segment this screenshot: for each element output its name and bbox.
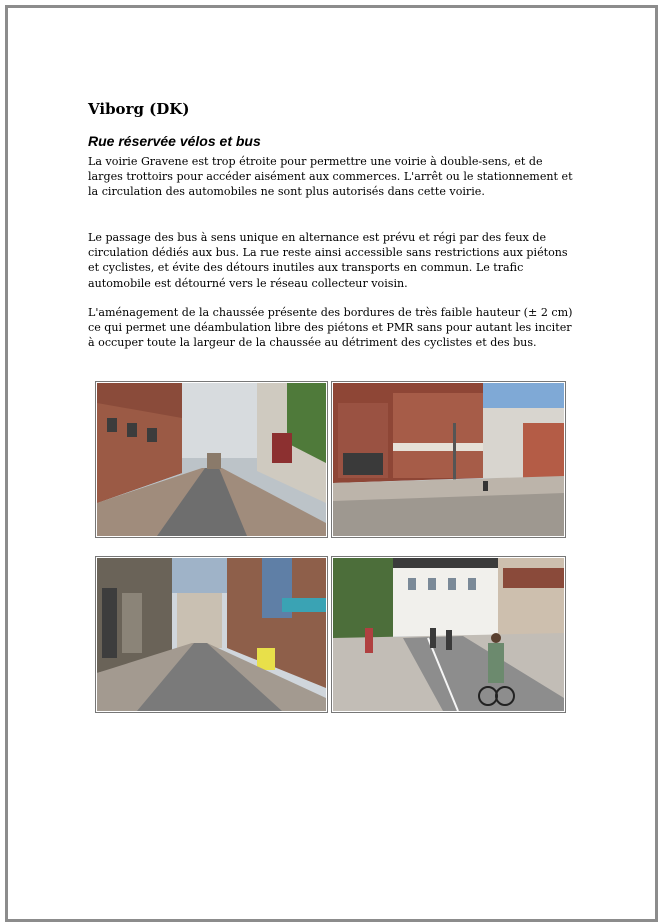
street-photo-4 xyxy=(331,556,566,713)
document-subtitle: Rue réservée vélos et bus xyxy=(88,133,261,149)
paragraph-2: Le passage des bus à sens unique en alternance est prévu et régi par des feux de circulation dédiés aux bus. La rue reste ainsi accessible sans restrictions aux piétons et cyclistes, et évite des détours inutiles aux transports en commun. Le trafic automobile est détourné vers le réseau collecteur voisin. xyxy=(88,231,568,290)
street-photo-1 xyxy=(95,381,328,538)
street-photo-2 xyxy=(331,381,566,538)
paragraph-3: L'aménagement de la chaussée présente des bordures de très faible hauteur (± 2 cm) ce qui permet une déambulation libre des piétons et PMR sans pour autant les inciter à occuper toute la largeur de la chaussée au détriment des cyclistes et des bus. xyxy=(88,306,573,350)
street-photo-3 xyxy=(95,556,328,713)
paragraph-1: La voirie Gravene est trop étroite pour permettre une voirie à double-sens, et de larges trottoirs pour accéder aisément aux commerces. L'arrêt ou le stationnement et la circulation des automobiles ne sont plus autorisés dans cette voirie. xyxy=(88,155,573,199)
document-title: Viborg (DK) xyxy=(88,100,190,118)
